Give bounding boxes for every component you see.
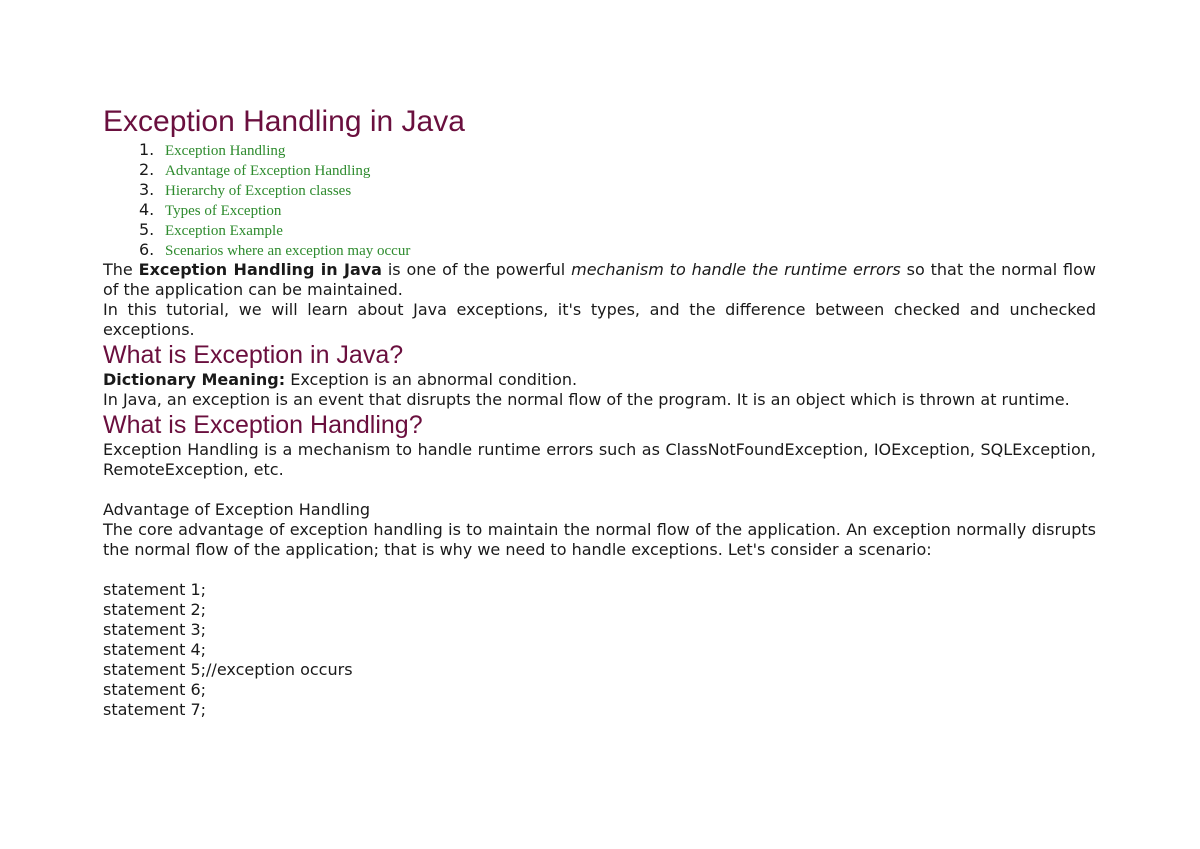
toc-number: 2. <box>139 160 155 179</box>
dictionary-label: Dictionary Meaning: <box>103 370 286 389</box>
document-page <box>103 104 1096 720</box>
statement-line: statement 1; <box>103 580 207 599</box>
toc-number: 3. <box>139 180 155 199</box>
intro-text-end: so that the normal flow of the application can be maintained. <box>103 260 1097 299</box>
toc-link-scenarios[interactable]: Scenarios where an exception may occur <box>165 243 411 259</box>
statement-line: statement 4; <box>103 640 207 659</box>
section-heading-what-is-handling: What is Exception Handling? <box>103 411 423 439</box>
toc-item <box>139 220 1096 240</box>
toc-link-advantage[interactable]: Advantage of Exception Handling <box>165 163 371 179</box>
toc-link-types[interactable]: Types of Exception <box>165 203 282 219</box>
handling-definition-paragraph: Exception Handling is a mechanism to handle runtime errors such as ClassNotFoundException, IOException, SQLException, RemoteException, etc. <box>103 440 1096 479</box>
advantage-subheading: Advantage of Exception Handling <box>103 500 371 519</box>
intro-italic-phrase: mechanism to handle the runtime errors <box>571 260 901 279</box>
tutorial-paragraph: In this tutorial, we will learn about Java exceptions, it's types, and the difference between checked and unchecked exceptions. <box>103 300 1096 339</box>
spacer <box>103 560 1096 580</box>
dictionary-paragraph <box>103 370 1096 390</box>
spacer <box>103 480 1096 500</box>
statement-line: statement 6; <box>103 680 207 699</box>
statement-line: statement 7; <box>103 700 207 719</box>
intro-text-start: The <box>103 260 139 279</box>
toc-link-hierarchy[interactable]: Hierarchy of Exception classes <box>165 183 352 199</box>
statement-list <box>103 580 1096 720</box>
table-of-contents <box>103 140 1096 260</box>
statement-line: statement 5;//exception occurs <box>103 660 353 679</box>
toc-number: 6. <box>139 240 155 259</box>
toc-link-example[interactable]: Exception Example <box>165 223 283 239</box>
intro-paragraph <box>103 260 1096 300</box>
exception-definition-paragraph: In Java, an exception is an event that disrupts the normal flow of the program. It is an object which is thrown at runtime. <box>103 390 1070 409</box>
advantage-paragraph: The core advantage of exception handling is to maintain the normal flow of the application. An exception normally disrupts the normal flow of the application; that is why we need to handle exceptions. Let's consider a scenario: <box>103 520 1096 559</box>
toc-number: 5. <box>139 220 155 239</box>
intro-bold-term: Exception Handling in Java <box>138 260 382 279</box>
toc-item <box>139 240 1096 260</box>
dictionary-text: Exception is an abnormal condition. <box>285 370 578 389</box>
toc-number: 1. <box>139 140 155 159</box>
toc-item <box>139 200 1096 220</box>
toc-item <box>139 180 1096 200</box>
statement-line: statement 3; <box>103 620 207 639</box>
toc-number: 4. <box>139 200 155 219</box>
intro-text-mid: is one of the powerful <box>381 260 572 279</box>
page-title: Exception Handling in Java <box>103 105 465 138</box>
toc-link-exception-handling[interactable]: Exception Handling <box>165 143 286 159</box>
toc-item <box>139 160 1096 180</box>
statement-line: statement 2; <box>103 600 207 619</box>
section-heading-what-is-exception: What is Exception in Java? <box>103 341 404 369</box>
toc-item <box>139 140 1096 160</box>
